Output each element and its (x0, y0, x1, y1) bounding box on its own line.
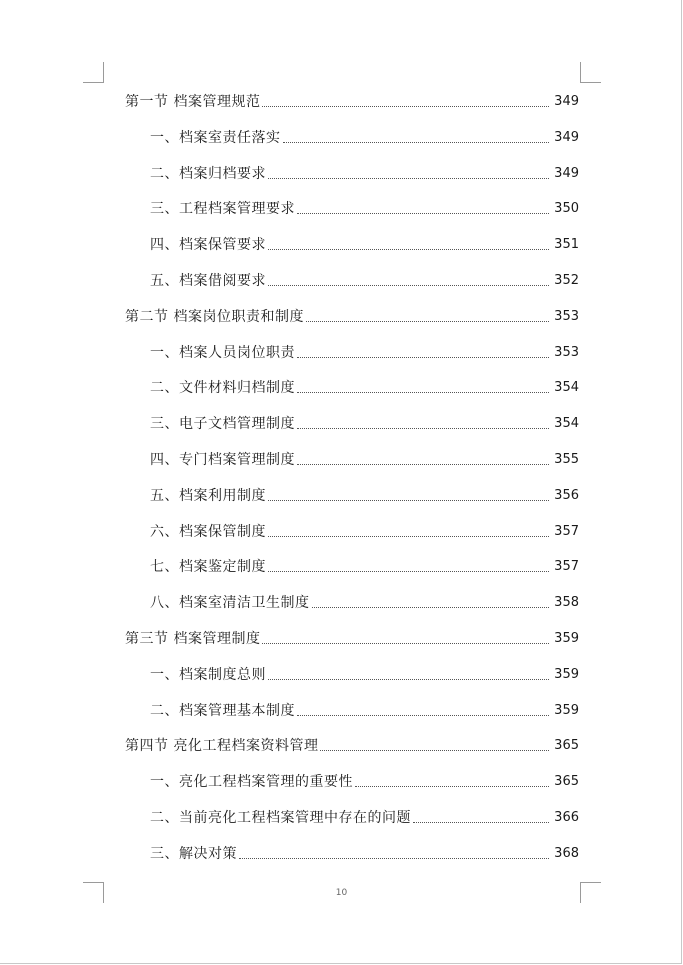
toc-entry-page: 351 (554, 237, 579, 253)
toc-entry[interactable] (0, 696, 579, 720)
toc-entry-page: 358 (554, 595, 579, 611)
toc-leader-dots (297, 392, 549, 393)
toc-entry[interactable] (0, 194, 579, 218)
toc-entry-page: 350 (554, 201, 579, 217)
toc-leader-dots (262, 106, 549, 107)
toc-entry-label: 五、档案借阅要求 (150, 273, 266, 289)
toc-entry-label: 一、档案人员岗位职责 (150, 344, 295, 361)
toc-entry[interactable] (0, 302, 579, 326)
toc-entry-label: 第三节 档案管理制度 (125, 631, 261, 647)
toc-entry-label: 六、档案保管制度 (150, 523, 266, 540)
toc-leader-dots (355, 786, 549, 787)
toc-entry-label: 八、档案室清洁卫生制度 (150, 595, 310, 612)
toc-entry-page: 355 (554, 452, 579, 467)
toc-entry[interactable] (0, 767, 579, 791)
toc-entry[interactable] (0, 552, 579, 576)
toc-entry-label: 四、档案保管要求 (150, 237, 266, 254)
toc-entry[interactable] (0, 230, 579, 254)
toc-leader-dots (283, 142, 550, 143)
toc-entry-page: 359 (554, 666, 579, 682)
toc-leader-dots (297, 464, 549, 465)
toc-entry-page: 353 (554, 308, 579, 324)
toc-entry-label: 二、当前亮化工程档案管理中存在的问题 (150, 810, 411, 826)
toc-leader-dots (268, 285, 549, 286)
toc-entry-label: 三、工程档案管理要求 (150, 201, 295, 218)
toc-entry-label: 第一节 档案管理规范 (125, 94, 261, 110)
toc-entry[interactable] (0, 409, 579, 433)
toc-leader-dots (297, 213, 549, 214)
toc-entry-page: 357 (554, 559, 579, 575)
toc-entry[interactable] (0, 588, 579, 612)
toc-entry[interactable] (0, 338, 579, 362)
toc-entry-page: 352 (554, 273, 579, 288)
toc-entry[interactable] (0, 159, 579, 183)
toc-leader-dots (268, 178, 549, 179)
toc-leader-dots (268, 249, 549, 250)
toc-entry[interactable] (0, 87, 579, 111)
toc-entry-page: 365 (554, 738, 579, 754)
toc-entry-page: 359 (554, 702, 579, 718)
page-number: 10 (335, 888, 348, 898)
toc-entry-label: 七、档案鉴定制度 (150, 559, 266, 576)
toc-entry[interactable] (0, 839, 579, 863)
toc-entry[interactable] (0, 123, 579, 147)
toc-entry-page: 353 (554, 344, 579, 360)
toc-entry-page: 356 (554, 487, 579, 503)
crop-mark-top-left (83, 62, 104, 83)
toc-leader-dots (239, 858, 549, 859)
toc-leader-dots (268, 679, 549, 680)
toc-leader-dots (297, 715, 549, 716)
toc-entry-page: 354 (554, 380, 579, 396)
toc-leader-dots (306, 321, 549, 322)
toc-entry-label: 一、亮化工程档案管理的重要性 (150, 774, 353, 791)
toc-entry-page: 349 (554, 94, 579, 109)
toc-entry-label: 三、电子文档管理制度 (150, 416, 295, 433)
toc-entry-page: 349 (554, 129, 579, 145)
toc-entry-label: 四、专门档案管理制度 (150, 452, 295, 468)
toc-entry-page: 359 (554, 631, 579, 646)
toc-entry-page: 368 (554, 845, 579, 861)
toc-entry-label: 第二节 档案岗位职责和制度 (125, 308, 304, 325)
toc-leader-dots (262, 643, 549, 644)
toc-entry[interactable] (0, 660, 579, 684)
toc-entry-page: 357 (554, 523, 579, 539)
toc-entry-label: 五、档案利用制度 (150, 487, 266, 504)
toc-entry-page: 366 (554, 810, 579, 825)
toc-entry[interactable] (0, 731, 579, 755)
toc-entry[interactable] (0, 517, 579, 541)
toc-entry-label: 二、档案管理基本制度 (150, 702, 295, 719)
crop-mark-top-right (580, 62, 601, 83)
toc-entry-page: 365 (554, 774, 579, 790)
toc-entry[interactable] (0, 373, 579, 397)
toc-entry-label: 一、档案室责任落实 (150, 129, 281, 146)
toc-entry[interactable] (0, 481, 579, 505)
toc-leader-dots (297, 357, 549, 358)
toc-entry[interactable] (0, 803, 579, 827)
toc-entry[interactable] (0, 624, 579, 648)
toc-leader-dots (268, 500, 549, 501)
toc-entry-label: 一、档案制度总则 (150, 666, 266, 683)
toc-entry-label: 二、文件材料归档制度 (150, 380, 295, 397)
toc-entry-page: 354 (554, 416, 579, 432)
toc-entry-label: 二、档案归档要求 (150, 165, 266, 182)
toc-entry-page: 349 (554, 165, 579, 181)
toc-leader-dots (312, 607, 550, 608)
toc-leader-dots (297, 428, 549, 429)
toc-leader-dots (413, 822, 549, 823)
toc-entry-label: 三、解决对策 (150, 845, 237, 862)
toc-leader-dots (268, 536, 549, 537)
toc-entry-label: 第四节 亮化工程档案资料管理 (125, 738, 319, 755)
toc-entry[interactable] (0, 266, 579, 290)
toc-entry[interactable] (0, 445, 579, 469)
toc-leader-dots (320, 750, 549, 751)
toc-leader-dots (268, 571, 549, 572)
